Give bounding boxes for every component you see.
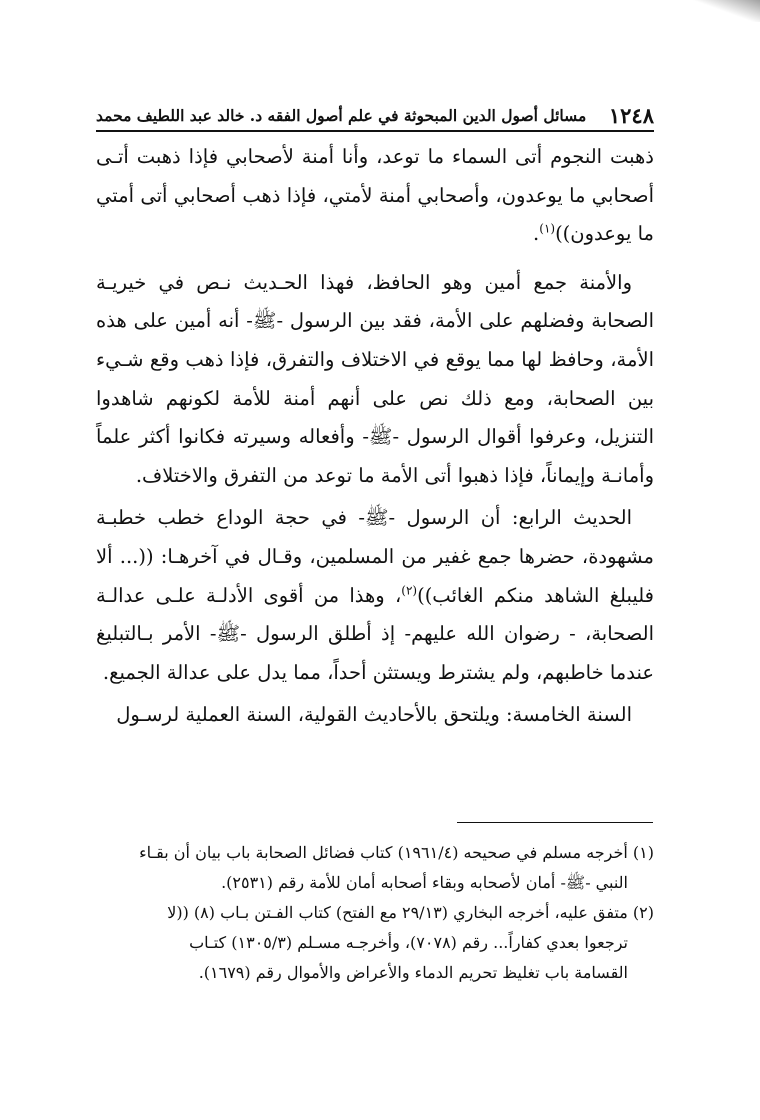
- page-number: ١٢٤٨: [608, 103, 654, 128]
- paragraph-1-end: .: [533, 222, 540, 246]
- running-title: مسائل أصول الدين المبحوثة في علم أصول الفقه د. خالد عبد اللطيف محمد: [96, 106, 587, 125]
- footnote-ref-2: (٢): [401, 583, 418, 598]
- paragraph-2: والأمنة جمع أمين وهو الحافظ، فهذا الحـديث نـص في خيريـة الصحابة وفضلهم على الأمة، فقد بين الرسول -ﷺ- أنه أمين على هذه الأمة، وحافظ لها مما يوقع في الاختلاف والتفرق، فإذا ذهب وقع شـيء بين الصحابة، ومع ذلك نص على أنهم أمنة للأمة لكونهم شاهدوا التنزيل، وعرفوا أقوال الرسول -ﷺ- وأفعاله وسيرته فكانوا أكثر علماً وأمانـة وإيماناً، فإذا ذهبوا أتى الأمة ما توعد من التفرق والاختلاف.: [96, 270, 654, 487]
- paragraph-1-text: ذهبت النجوم أتى السماء ما توعد، وأنا أمنة لأصحابي فإذا ذهبت أتـى أصحابي ما يوعدون، وأصحابي أمنة لأمتي، فإذا ذهب أصحابي أتى أمتي ما يوعدون)): [96, 145, 654, 246]
- paragraph-1: [96, 138, 654, 254]
- footnote-divider: [457, 822, 653, 823]
- footnote-2-line-3: القسامة باب تغليظ تحريم الدماء والأعراض والأموال رقم (١٦٧٩).: [198, 963, 628, 982]
- footnote-2-line-1: (٢) متفق عليه، أخرجه البخاري (٢٩/١٣ مع الفتح) كتاب الفـتن بـاب (٨) ((لا: [167, 903, 654, 922]
- scan-edge-artifact: [670, 0, 760, 22]
- paragraph-3-text-b: ، وهذا من أقوى الأدلـة علـى عدالـة الصحابة، - رضوان الله عليهم- إذ أطلق الرسول -ﷺ- الأمر بـالتبليغ عندما خاطبهم، ولم يشترط ويستثن أحداً، مما يدل على عدالة الجميع.: [96, 583, 654, 684]
- footnote-1-line-2: النبي -ﷺ- أمان لأصحابه وبقاء أصحابه أمان للأمة رقم (٢٥٣١).: [221, 873, 628, 892]
- footnote-1-line-1: (١) أخرجه مسلم في صحيحه (١٩٦١/٤) كتاب فضائل الصحابة باب بيان أن بقـاء: [139, 843, 654, 862]
- paragraph-3: [96, 499, 654, 692]
- footnote-2-line-2: ترجعوا بعدي كفاراً... رقم (٧٠٧٨)، وأخرجـه مسـلم (١٣٠٥/٣) كتـاب: [189, 933, 628, 952]
- paragraph-3-text-a: الحديث الرابع: أن الرسول -ﷺ- في حجة الوداع خطب خطبـة مشهودة، حضرها جمع غفير من المسلمين، وقـال في آخرهـا: ((... ألا فليبلغ الشاهد منكم الغائب)): [96, 506, 654, 607]
- main-text: [96, 138, 654, 735]
- footnote-ref-1: (١): [539, 221, 556, 236]
- running-header: [96, 100, 654, 132]
- paragraph-4: السنة الخامسة: ويلتحق بالأحاديث القولية، السنة العملية لرسـول: [116, 703, 632, 727]
- footnotes: [96, 838, 654, 988]
